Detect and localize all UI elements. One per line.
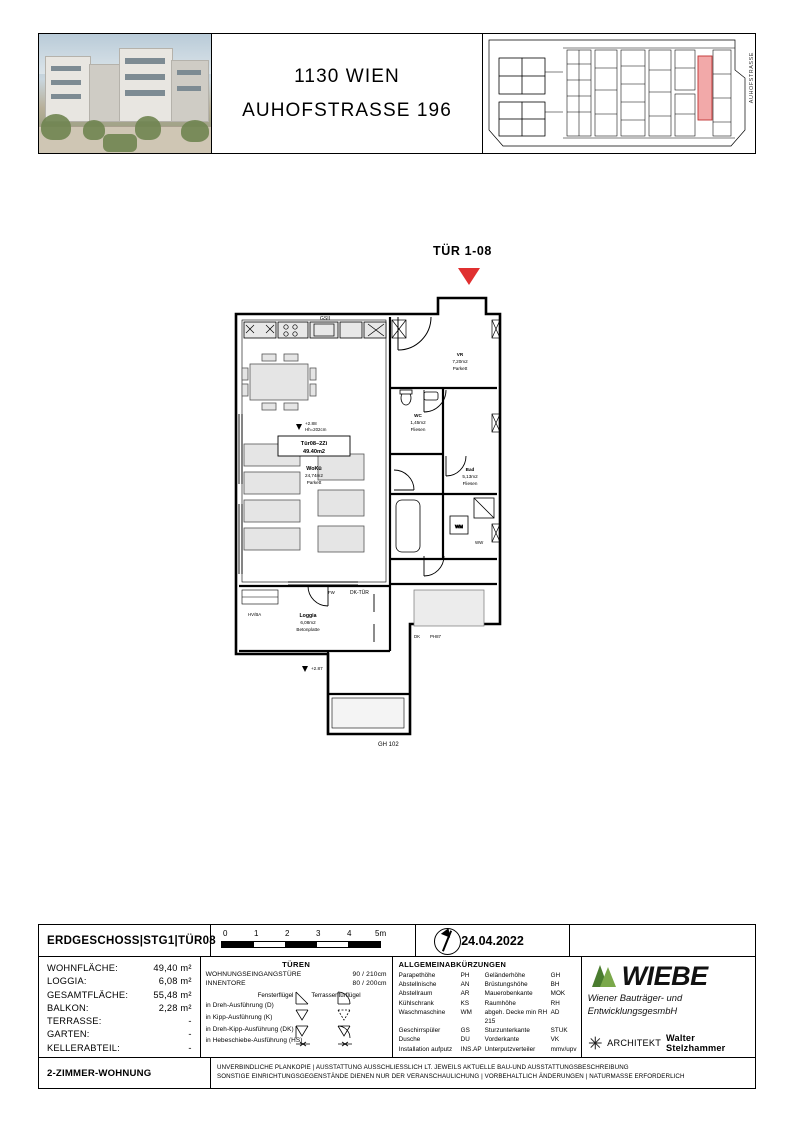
abbr-short: WM [460, 1008, 472, 1016]
disclaimer-line-2: SONSTIGE EINRICHTUNGSGEGENSTÄNDE DIENEN NUR DER VERANSCHAULICHUNG | VORBEHALTLICH ÄNDERUNGEN | NATURMASSE ERFORDERLICH [217, 1073, 685, 1081]
document-header [38, 33, 756, 154]
area-label: LOGGIA: [47, 976, 87, 987]
abbreviation-header: ALLGEMEINABKÜRZUNGEN [398, 960, 507, 969]
abbr-short: GS [460, 1027, 470, 1035]
room-area-vr: 7,20m2 [452, 359, 468, 364]
address-city: 1130 WIEN [294, 65, 400, 87]
abbr-short: INS.AP [460, 1045, 482, 1053]
scale-tick: 1 [254, 929, 259, 938]
room-floor-loggia: Betonplatte [296, 627, 320, 632]
area-row [47, 1015, 192, 1028]
door-symbol-diagrams [290, 988, 386, 1052]
room-name-vr: VR [456, 352, 464, 357]
title-block-row-middle [39, 957, 755, 1058]
area-label: BALKON: [47, 1002, 89, 1013]
abbr-short: AN [460, 981, 470, 989]
abbreviation-grid [399, 971, 577, 1054]
room-area-bad: 5,13m2 [462, 474, 478, 479]
area-row [47, 1002, 192, 1015]
photo-greenery [41, 114, 71, 140]
scale-bar [221, 941, 381, 948]
area-row [47, 962, 192, 975]
annotation-height-3: +2.87 [311, 666, 323, 671]
plan-date: 24.04.2022 [461, 933, 524, 948]
photo-window [125, 74, 165, 80]
room-area-wokue: 24,74m2 [305, 473, 323, 478]
annotation-height-2: Hh=202cm [305, 427, 327, 432]
abbr-short2: AD [550, 1008, 560, 1016]
abbr-short2: mmv/upv [550, 1045, 577, 1053]
label-gs: GSII [320, 316, 331, 322]
disclaimer [211, 1058, 755, 1089]
architect-row [588, 1033, 749, 1053]
unit-label: TÜR 1-08 [433, 244, 492, 258]
door-value: 80 / 200cm [352, 980, 387, 988]
abbr-long: Installation aufputz [398, 1045, 453, 1053]
door-subheader-fenster: Fensterflügel [257, 992, 294, 1000]
abbr-short: PH [460, 972, 470, 979]
svg-text:WM: WM [455, 524, 463, 529]
photo-greenery [103, 134, 137, 152]
door-option: in Kipp-Ausführung (K) [205, 1014, 273, 1021]
abbr-long: Parapethöhe [398, 972, 436, 979]
area-label: WOHNFLÄCHE: [47, 963, 118, 973]
abbr-short2: MOK [550, 990, 566, 998]
photo-window [125, 90, 165, 96]
room-floor-vr: Parkett [452, 366, 468, 371]
door-label: INNENTORE [205, 980, 246, 988]
area-value: 6,08 m² [158, 976, 192, 987]
apartment-type: 2-ZIMMER-WOHNUNG [39, 1058, 211, 1089]
annotation-height-1: +2.88 [305, 421, 317, 426]
abbr-long2: Brüstungshöhe [484, 981, 528, 989]
door-option: in Dreh-Ausführung (D) [205, 1002, 274, 1010]
unit-stamp [278, 436, 350, 456]
wiebe-mark-icon [588, 961, 618, 991]
abbr-short: AR [460, 990, 470, 998]
area-row [47, 989, 192, 1002]
plan-title: ERDGESCHOSS|STG1|TÜR08 [39, 925, 211, 956]
area-value: 2,28 m² [158, 1002, 192, 1013]
scale-tick: 3 [316, 929, 321, 938]
abbr-short2: STUK [550, 1027, 568, 1035]
company-logo-row [588, 961, 749, 991]
room-name-wc: WC [414, 413, 422, 418]
photo-window [51, 66, 81, 71]
door-subheader-terrasse: Terrassentürflügel [311, 992, 361, 1000]
abbr-short: KS [460, 999, 470, 1007]
area-value: - [188, 1029, 192, 1040]
photo-window [125, 58, 165, 64]
north-arrow-icon [434, 928, 461, 955]
key-plan-drawing [483, 34, 755, 153]
abbr-short2: RH [550, 999, 560, 1007]
area-row [47, 1042, 192, 1055]
room-name-loggia: Loggia [299, 613, 317, 619]
room-area-loggia: 6,08m2 [300, 620, 316, 625]
area-label: GESAMTFLÄCHE: [47, 989, 129, 1000]
room-name-wokue: WoKü [306, 466, 322, 472]
abbr-long2: Sturzunterkante [484, 1027, 530, 1035]
floor-plan-area [38, 154, 756, 924]
apartment-floor-plan [228, 294, 568, 774]
company-subtitle-1: Wiener Bauträger- und [587, 992, 683, 1003]
address-street: AUHOFSTRASSE 196 [242, 99, 452, 121]
scale-tick: 0 [223, 929, 228, 938]
door-option: in Hebeschiebe-Ausführung (HS) [205, 1037, 303, 1045]
abbr-long2: abgeh. Decke min RH 215 [484, 1008, 548, 1026]
area-value: - [188, 1042, 192, 1053]
area-row [47, 975, 192, 988]
title-block [38, 924, 756, 1089]
photo-window [51, 94, 81, 99]
door-label: WOHNUNGSEINGANGSTÜRE [205, 971, 302, 978]
area-schedule [39, 957, 201, 1057]
area-value: 49,40 m² [153, 963, 192, 973]
area-value: 55,48 m² [153, 989, 192, 1000]
label-fw: FW [328, 590, 335, 595]
door-value: 90 / 210cm [352, 971, 387, 978]
plan-bottom-code: GH 102 [378, 742, 399, 748]
abbr-long: Dusche [398, 1036, 421, 1044]
company-subtitle-2: EntwicklungsgesmbH [587, 1004, 678, 1016]
abbr-short2: VK [550, 1036, 560, 1044]
company-block [582, 957, 755, 1057]
abbr-long2: Mauerobenkante [484, 990, 533, 998]
room-floor-bad: Fliesen [462, 481, 478, 486]
stamp-area: 49.40m2 [302, 449, 326, 455]
company-name: WIEBE [621, 961, 708, 991]
scale-tick: 4 [347, 929, 352, 938]
abbr-long: Geschirrspüler [398, 1027, 441, 1035]
label-ph87: PH87 [430, 634, 441, 639]
label-dk: DK [414, 634, 421, 639]
entrance-arrow-icon [458, 268, 480, 285]
scale-tick-labels [217, 929, 412, 941]
abbr-short2: GH [550, 972, 561, 979]
scale-bar-cell [211, 925, 416, 956]
logo-cell-top [570, 925, 755, 956]
room-floor-wokue: Parkett [306, 480, 322, 485]
architect-label: ARCHITEKT [607, 1038, 662, 1048]
door-schedule [201, 957, 393, 1057]
abbr-long: Abstellnische [398, 981, 437, 989]
photo-window [177, 86, 201, 91]
abbr-long2: Geländerhöhe [484, 972, 526, 979]
abbr-long: Waschmaschine [398, 1008, 446, 1016]
label-hv-ba: HV/BA [248, 612, 262, 617]
abbr-long: Kühlschrank [398, 999, 434, 1007]
door-row [206, 970, 387, 979]
room-area-wc: 1,45m2 [410, 420, 426, 425]
abbr-long2: Raumhöhe [484, 999, 516, 1007]
abbr-short: DU [460, 1036, 470, 1044]
photo-greenery [135, 116, 161, 140]
disclaimer-line-1: UNVERBINDLICHE PLANKOPIE | AUSSTATTUNG AUSSCHLIESSLICH LT. JEWEILS AKTUELLE BAU-UND AUSSTATTUNGSBESCHREIBUNG [217, 1064, 629, 1071]
title-block-row-bottom [39, 1058, 755, 1089]
area-label: TERRASSE: [47, 1016, 102, 1027]
bedroom-furniture [414, 590, 484, 626]
room-floor-wc: Fliesen [410, 427, 426, 432]
abbreviation-legend [393, 957, 582, 1057]
area-label: KELLERABTEIL: [47, 1042, 120, 1053]
label-ww: WW [475, 540, 484, 545]
highlighted-unit [698, 56, 712, 120]
abbr-long2: Unterputzverteiler [484, 1045, 536, 1053]
building-photo [39, 34, 212, 153]
photo-building [89, 64, 121, 122]
project-address [212, 34, 483, 153]
door-schedule-header: TÜREN [282, 960, 311, 969]
plan-date-cell [416, 925, 570, 956]
scale-tick: 2 [285, 929, 290, 938]
abbr-long2: Vorderkante [484, 1036, 520, 1044]
title-block-row-top [39, 925, 755, 957]
area-label: GARTEN: [47, 1029, 90, 1040]
key-plan [483, 34, 755, 153]
photo-window [51, 80, 81, 85]
label-dk-tuer: DK-TÜR [350, 590, 369, 596]
scale-tick: 5m [375, 929, 387, 938]
room-name-bad: Bad [465, 467, 475, 472]
abbr-long: Abstellraum [398, 990, 433, 998]
area-value: - [188, 1016, 192, 1027]
photo-greenery [181, 120, 209, 142]
abbr-short2: BH [550, 981, 560, 989]
stamp-code: Tür08–2Zi [300, 441, 328, 447]
photo-window [177, 70, 201, 75]
key-plan-street-label: AUHOFSTRASSE [749, 52, 755, 104]
photo-greenery [83, 120, 105, 140]
area-row [47, 1028, 192, 1041]
company-logo [588, 961, 749, 1016]
architect-mark-icon [588, 1035, 603, 1051]
kitchen-fixtures [244, 322, 386, 338]
architect-name: Walter Stelzhammer [666, 1033, 726, 1053]
door-option: in Dreh-Kipp-Ausführung (DK) [205, 1025, 294, 1033]
